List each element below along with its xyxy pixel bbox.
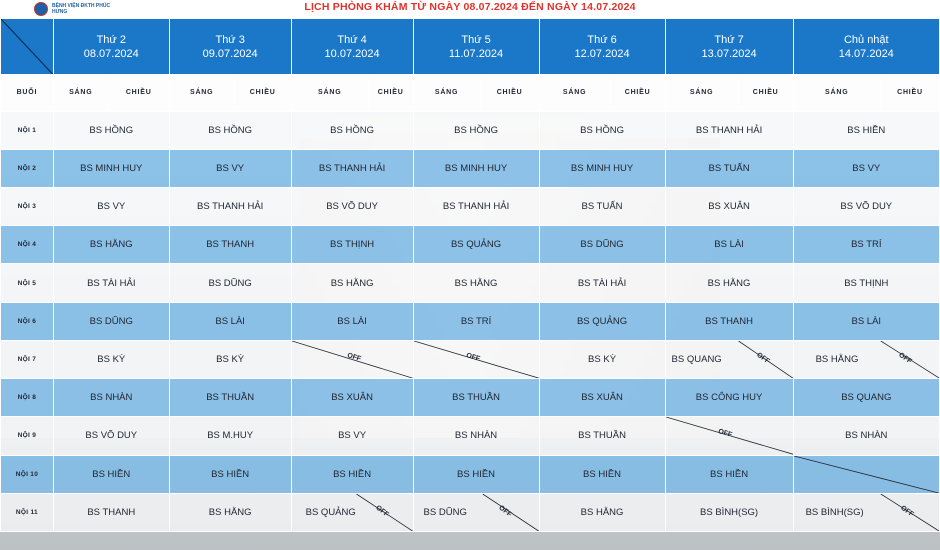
doctor-cell: BS TÀI HẢI [539, 264, 665, 302]
session-label: BUỔI [1, 75, 54, 111]
room-label: NỘI 2 [1, 149, 54, 187]
doctor-cell: BS TRÍ [793, 226, 939, 264]
doctor-name: BS BÌNH(SG) [805, 506, 864, 518]
doctor-cell: BS LÀI [665, 226, 793, 264]
doctor-cell: BS QUẢNG [539, 302, 665, 340]
day-header [291, 19, 413, 75]
session-afternoon: CHIỀU [738, 75, 793, 111]
logo-text: BỆNH VIỆN ĐKTH PHÚC HƯNG [52, 3, 111, 15]
room-label: NỘI 4 [1, 226, 54, 264]
day-header [539, 19, 665, 75]
doctor-cell: BS KỲ [53, 340, 169, 378]
day-date: 13.07.2024 [701, 47, 757, 60]
off-label: OFF [754, 351, 771, 366]
day-name: Thứ 2 [96, 33, 126, 46]
doctor-cell: BS THANH HẢI [665, 111, 793, 149]
doctor-cell: BS HẰNG [665, 264, 793, 302]
doctor-cell: BS HỒNG [169, 111, 291, 149]
off-label: OFF [496, 504, 513, 519]
doctor-cell [413, 493, 539, 531]
day-date: 11.07.2024 [448, 47, 504, 60]
doctor-cell: BS THỊNH [291, 226, 413, 264]
day-date: 08.07.2024 [83, 47, 139, 60]
table-row [1, 226, 940, 264]
doctor-cell [793, 493, 939, 531]
doctor-cell: BS HỒNG [291, 111, 413, 149]
doctor-cell: BS TUẤN [539, 187, 665, 225]
off-cell [291, 340, 413, 378]
doctor-cell: BS LÀI [793, 302, 939, 340]
off-label: OFF [345, 351, 362, 363]
doctor-cell: BS LÀI [291, 302, 413, 340]
day-header [665, 19, 793, 75]
off-diagonal [794, 494, 939, 531]
session-afternoon: CHIỀU [480, 75, 539, 111]
off-diagonal [292, 494, 413, 531]
doctor-cell: BS TUẤN [665, 149, 793, 187]
session-morning: SÁNG [169, 75, 234, 111]
room-label: NỘI 3 [1, 187, 54, 225]
day-date: 10.07.2024 [324, 47, 380, 60]
off-diagonal [666, 341, 793, 378]
doctor-cell: BS M.HUY [169, 417, 291, 455]
doctor-cell: BS QUANG [793, 379, 939, 417]
off-diagonal [414, 494, 539, 531]
doctor-cell: BS HẰNG [169, 493, 291, 531]
table-row [1, 111, 940, 149]
doctor-cell: BS XUÂN [665, 187, 793, 225]
off-label: OFF [464, 351, 481, 363]
day-date: 09.07.2024 [202, 47, 258, 60]
doctor-cell [291, 493, 413, 531]
session-morning: SÁNG [539, 75, 610, 111]
table-row [1, 149, 940, 187]
doctor-cell: BS HẰNG [53, 226, 169, 264]
schedule-table [0, 18, 940, 532]
doctor-cell: BS THUẦN [413, 379, 539, 417]
empty-cell [793, 455, 939, 493]
room-label: NỘI 6 [1, 302, 54, 340]
doctor-cell: BS HIỀN [413, 455, 539, 493]
doctor-cell: BS HỒNG [539, 111, 665, 149]
doctor-cell: BS THANH [169, 226, 291, 264]
session-afternoon: CHIỀU [108, 75, 169, 111]
doctor-cell: BS HẰNG [539, 493, 665, 531]
corner-cell [1, 19, 54, 75]
table-row [1, 379, 940, 417]
doctor-cell: BS MINH HUY [413, 149, 539, 187]
off-label: OFF [898, 504, 915, 519]
title-bar [0, 0, 940, 18]
doctor-cell: BS TÀI HẢI [53, 264, 169, 302]
doctor-cell: BS TRÍ [413, 302, 539, 340]
doctor-cell: BS THUẦN [539, 417, 665, 455]
off-diagonal [794, 341, 939, 378]
doctor-cell: BS THANH HẢI [169, 187, 291, 225]
doctor-cell: BS VÕ DUY [291, 187, 413, 225]
doctor-cell: BS NHÀN [53, 379, 169, 417]
doctor-cell: BS HIỀN [793, 111, 939, 149]
doctor-cell: BS LÀI [169, 302, 291, 340]
doctor-cell: BS THUẦN [169, 379, 291, 417]
session-morning: SÁNG [665, 75, 738, 111]
doctor-cell: BS THANH [665, 302, 793, 340]
day-header [169, 19, 291, 75]
day-header [413, 19, 539, 75]
doctor-cell: BS HIỀN [169, 455, 291, 493]
doctor-cell: BS MINH HUY [53, 149, 169, 187]
doctor-name: BS QUẢNG [305, 506, 356, 518]
doctor-cell: BS XUÂN [539, 379, 665, 417]
doctor-cell: BS HẰNG [413, 264, 539, 302]
doctor-name: BS HẰNG [815, 353, 859, 365]
off-label: OFF [896, 351, 913, 366]
table-row [1, 455, 940, 493]
table-row [1, 187, 940, 225]
off-label: OFF [716, 428, 733, 440]
doctor-cell: BS VY [169, 149, 291, 187]
day-name: Thứ 3 [215, 33, 245, 46]
off-cell [665, 417, 793, 455]
doctor-cell: BS CÔNG HUY [665, 379, 793, 417]
day-header-row [1, 19, 940, 75]
session-afternoon: CHIỀU [880, 75, 939, 111]
table-row [1, 493, 940, 531]
doctor-cell: BS HIỀN [539, 455, 665, 493]
doctor-name: BS QUANG [671, 353, 722, 365]
room-label: NỘI 11 [1, 493, 54, 531]
doctor-cell: BS HỒNG [53, 111, 169, 149]
doctor-cell: BS HỒNG [413, 111, 539, 149]
doctor-cell: BS QUẢNG [413, 226, 539, 264]
doctor-cell: BS XUÂN [291, 379, 413, 417]
off-label: OFF [373, 504, 390, 519]
doctor-cell: BS NHÀN [793, 417, 939, 455]
doctor-cell: BS BÌNH(SG) [665, 493, 793, 531]
day-name: Thứ 5 [461, 33, 491, 46]
doctor-cell: BS DŨNG [169, 264, 291, 302]
day-name: Thứ 7 [714, 33, 744, 46]
doctor-cell: BS HẰNG [291, 264, 413, 302]
doctor-cell: BS VY [793, 149, 939, 187]
day-header [53, 19, 169, 75]
session-morning: SÁNG [291, 75, 368, 111]
doctor-cell: BS VY [53, 187, 169, 225]
doctor-name: BS DŨNG [423, 506, 467, 518]
page-title: LỊCH PHÒNG KHÁM TỪ NGÀY 08.07.2024 ĐẾN NGÀY 14.07.2024 [304, 1, 636, 13]
doctor-cell: BS THỊNH [793, 264, 939, 302]
doctor-cell: BS DŨNG [539, 226, 665, 264]
day-date: 14.07.2024 [838, 47, 894, 60]
session-morning: SÁNG [53, 75, 108, 111]
day-header [793, 19, 939, 75]
session-afternoon: CHIỀU [234, 75, 291, 111]
doctor-cell: BS NHÀN [413, 417, 539, 455]
room-label: NỘI 10 [1, 455, 54, 493]
day-name: Thứ 6 [587, 33, 617, 46]
table-row [1, 302, 940, 340]
doctor-cell: BS HIỀN [53, 455, 169, 493]
cell-diagonal [794, 456, 939, 493]
doctor-cell: BS VÕ DUY [53, 417, 169, 455]
doctor-cell [793, 340, 939, 378]
doctor-cell: BS VÕ DUY [793, 187, 939, 225]
session-morning: SÁNG [793, 75, 880, 111]
doctor-cell: BS THANH HẢI [291, 149, 413, 187]
doctor-cell: BS VY [291, 417, 413, 455]
session-row [1, 75, 940, 111]
day-name: Thứ 4 [337, 33, 367, 46]
table-row [1, 264, 940, 302]
room-label: NỘI 1 [1, 111, 54, 149]
doctor-cell: BS HIỀN [665, 455, 793, 493]
doctor-cell: BS THANH HẢI [413, 187, 539, 225]
table-row [1, 417, 940, 455]
doctor-cell: BS KỲ [169, 340, 291, 378]
session-afternoon: CHIỀU [368, 75, 413, 111]
room-label: NỘI 8 [1, 379, 54, 417]
table-row [1, 340, 940, 378]
room-label: NỘI 5 [1, 264, 54, 302]
doctor-cell: BS MINH HUY [539, 149, 665, 187]
doctor-cell: BS DŨNG [53, 302, 169, 340]
day-name: Chủ nhật [843, 33, 889, 46]
session-afternoon: CHIỀU [610, 75, 665, 111]
doctor-cell: BS HIỀN [291, 455, 413, 493]
doctor-cell: BS THANH [53, 493, 169, 531]
day-date: 12.07.2024 [574, 47, 630, 60]
room-label: NỘI 7 [1, 340, 54, 378]
session-morning: SÁNG [413, 75, 480, 111]
off-cell [413, 340, 539, 378]
doctor-cell: BS KỲ [539, 340, 665, 378]
room-label: NỘI 9 [1, 417, 54, 455]
doctor-cell [665, 340, 793, 378]
